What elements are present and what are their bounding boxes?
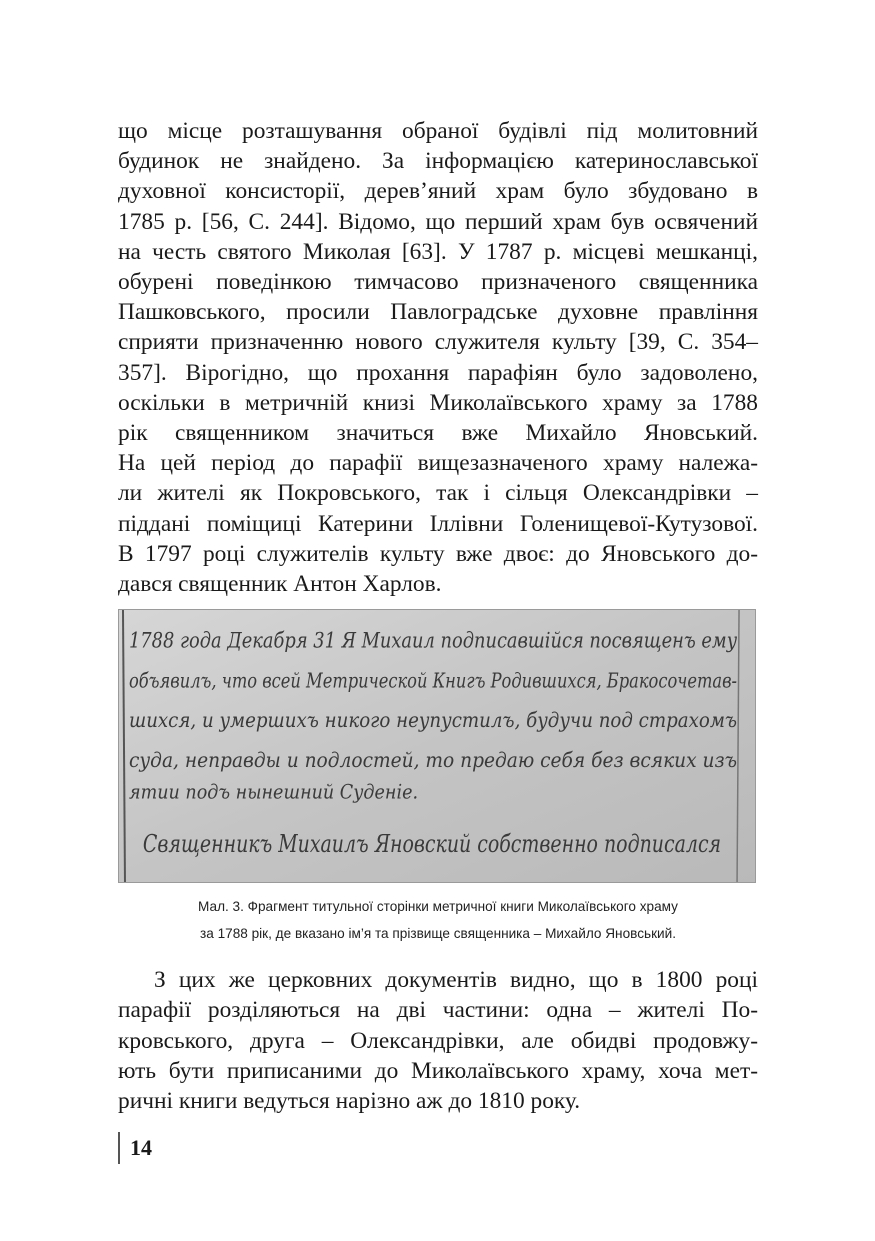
text-line: ричні книги ведуться нарізно аж до 1810 року. xyxy=(118,1088,581,1115)
text-line: 1785 р. [56, С. 244]. Відомо, що перший храм був освячений xyxy=(118,208,758,235)
manuscript-line: шихся, и умершихъ никого неупустилъ, будучи под страхомъ xyxy=(128,708,738,733)
manuscript-line: 1788 года Декабря 31 Я Михаил подписавшійся посвященъ ему xyxy=(128,629,738,654)
text-line: 357]. Вірогідно, що прохання парафіян було задоволено, xyxy=(118,359,758,386)
manuscript-line: ятии подъ нынешний Суденіе. xyxy=(128,780,419,804)
text-line: ють бути приписаними до Миколаївського храму, хоча мет- xyxy=(118,1057,758,1084)
text-line: Пашковського, просили Павлоградське духовне правління xyxy=(118,299,758,326)
paragraph-2 xyxy=(118,965,758,1116)
text-line: В 1797 році служителів культу вже двоє: до Яновського до- xyxy=(118,540,758,567)
manuscript-line: объявилъ, что всей Метрической Книгъ Родившихся, Бракосочетав- xyxy=(128,668,738,693)
text-line: рік священником значиться вже Михайло Яновський. xyxy=(118,420,758,447)
text-line: піддані поміщиці Катерини Іллівни Голенищевої-Кутузової. xyxy=(118,510,758,537)
text-line: На цей період до парафії вищезазначеного храму належа- xyxy=(118,450,758,477)
text-line: духовної консисторії, дерев’яний храм було збудовано в xyxy=(118,178,758,205)
manuscript-image xyxy=(119,610,755,882)
text-line: парафії розділяються на дві частини: одна – жителі По- xyxy=(118,997,758,1024)
text-line: сприяти призначенню нового служителя культу [39, С. 354– xyxy=(118,329,758,356)
caption-line-1: Мал. 3. Фрагмент титульної сторінки метричної книги Миколаївського храму xyxy=(198,899,678,915)
caption-line-2: за 1788 рік, де вказано ім’я та прізвище священника – Михайло Яновський. xyxy=(200,926,676,942)
text-line: З цих же церковних документів видно, що в 1800 році xyxy=(154,967,758,994)
text-line: дався священник Антон Харлов. xyxy=(118,571,442,598)
page-number-rule xyxy=(118,1132,120,1164)
page-number-block xyxy=(118,1132,152,1164)
text-line: оскільки в метричній книзі Миколаївського храму за 1788 xyxy=(118,389,758,416)
page-body xyxy=(118,116,758,1116)
text-line: обурені поведінкою тимчасово призначеного священника xyxy=(118,269,758,296)
page-number: 14 xyxy=(130,1135,152,1160)
manuscript-line: Священникъ Михаилъ Яновский собственно подписался xyxy=(142,830,722,859)
text-line: що місце розташування обраної будівлі під молитовний xyxy=(118,118,758,144)
paragraph-1 xyxy=(118,116,758,599)
manuscript-line: суда, неправды и подлостей, то предаю себя без всяких изъ xyxy=(128,748,738,773)
text-line: на честь святого Миколая [63]. У 1787 р. місцеві мешканці, xyxy=(118,238,758,265)
manuscript-figure xyxy=(118,609,756,883)
text-line: кровського, друга – Олександрівки, але обидві продовжу- xyxy=(118,1027,758,1054)
figure-caption xyxy=(118,893,758,947)
text-line: будинок не знайдено. За інформацією катеринославської xyxy=(118,148,758,175)
text-line: ли жителі як Покровського, так і сільця Олександрівки – xyxy=(118,480,758,507)
